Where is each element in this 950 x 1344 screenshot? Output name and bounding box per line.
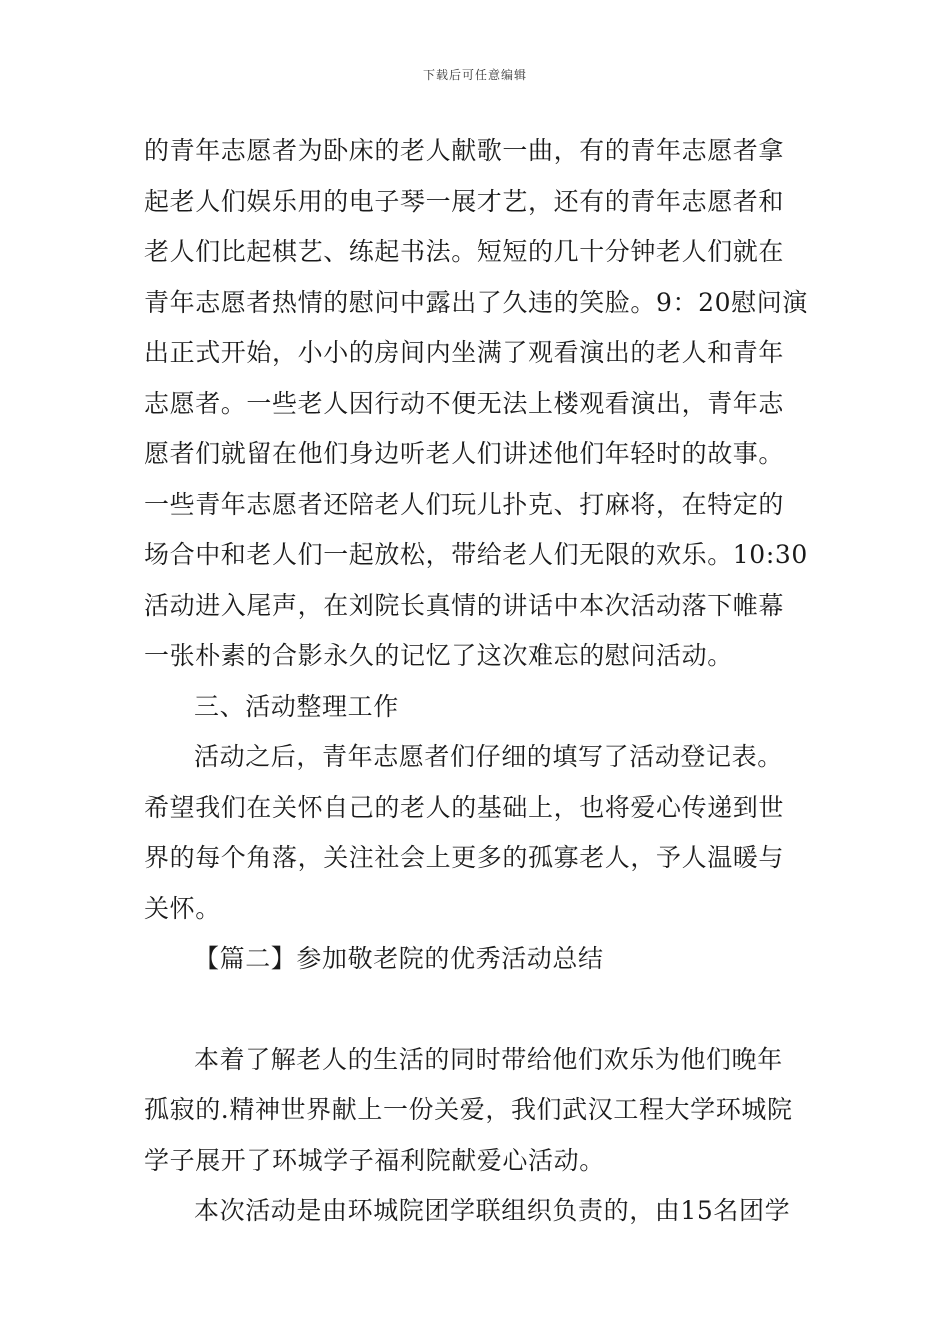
paragraph-line: 青年志愿者热情的慰问中露出了久违的笑脸。9：20慰问演 bbox=[144, 287, 808, 317]
page-header: 下载后可任意编辑 bbox=[422, 68, 527, 82]
paragraph-line: 活动之后，青年志愿者们仔细的填写了活动登记表。 bbox=[194, 742, 783, 771]
paragraph-line: 场合中和老人们一起放松，带给老人们无限的欢乐。10:30 bbox=[144, 540, 808, 569]
paragraph-line: 一张朴素的合影永久的记忆了这次难忘的慰问活动。 bbox=[144, 641, 733, 670]
paragraph-line: 孤寂的.精神世界献上一份关爱，我们武汉工程大学环城院 bbox=[144, 1095, 793, 1124]
paragraph-line: 本次活动是由环城院团学联组织负责的，由15名团学 bbox=[194, 1196, 791, 1225]
paragraph-line: 界的每个角落，关注社会上更多的孤寡老人，予人温暖与 bbox=[144, 843, 785, 872]
paragraph-line: 活动进入尾声，在刘院长真情的讲话中本次活动落下帷幕 bbox=[144, 590, 785, 620]
paragraph-line: 老人们比起棋艺、练起书法。短短的几十分钟老人们就在 bbox=[144, 237, 785, 266]
article-title: 【篇二】参加敬老院的优秀活动总结 bbox=[194, 944, 604, 973]
document-body bbox=[144, 126, 808, 1237]
paragraph-line: 希望我们在关怀自己的老人的基础上，也将爱心传递到世 bbox=[144, 792, 785, 822]
blank-line bbox=[144, 985, 808, 1035]
paragraph-line: 一些青年志愿者还陪老人们玩儿扑克、打麻将，在特定的 bbox=[144, 489, 785, 519]
paragraph-line: 本着了解老人的生活的同时带给他们欢乐为他们晚年 bbox=[194, 1044, 783, 1074]
paragraph-line: 志愿者。一些老人因行动不便无法上楼观看演出，青年志 bbox=[144, 388, 785, 418]
paragraph-line: 出正式开始，小小的房间内坐满了观看演出的老人和青年 bbox=[144, 338, 785, 367]
paragraph-line: 愿者们就留在他们身边听老人们讲述他们年轻时的故事。 bbox=[144, 439, 785, 468]
paragraph-line: 起老人们娱乐用的电子琴一展才艺，还有的青年志愿者和 bbox=[144, 186, 785, 216]
paragraph-line: 关怀。 bbox=[144, 893, 221, 923]
paragraph-line: 学子展开了环城学子福利院献爱心活动。 bbox=[144, 1145, 605, 1175]
section-heading: 三、活动整理工作 bbox=[194, 691, 399, 721]
paragraph-line: 的青年志愿者为卧床的老人献歌一曲，有的青年志愿者拿 bbox=[144, 136, 785, 165]
